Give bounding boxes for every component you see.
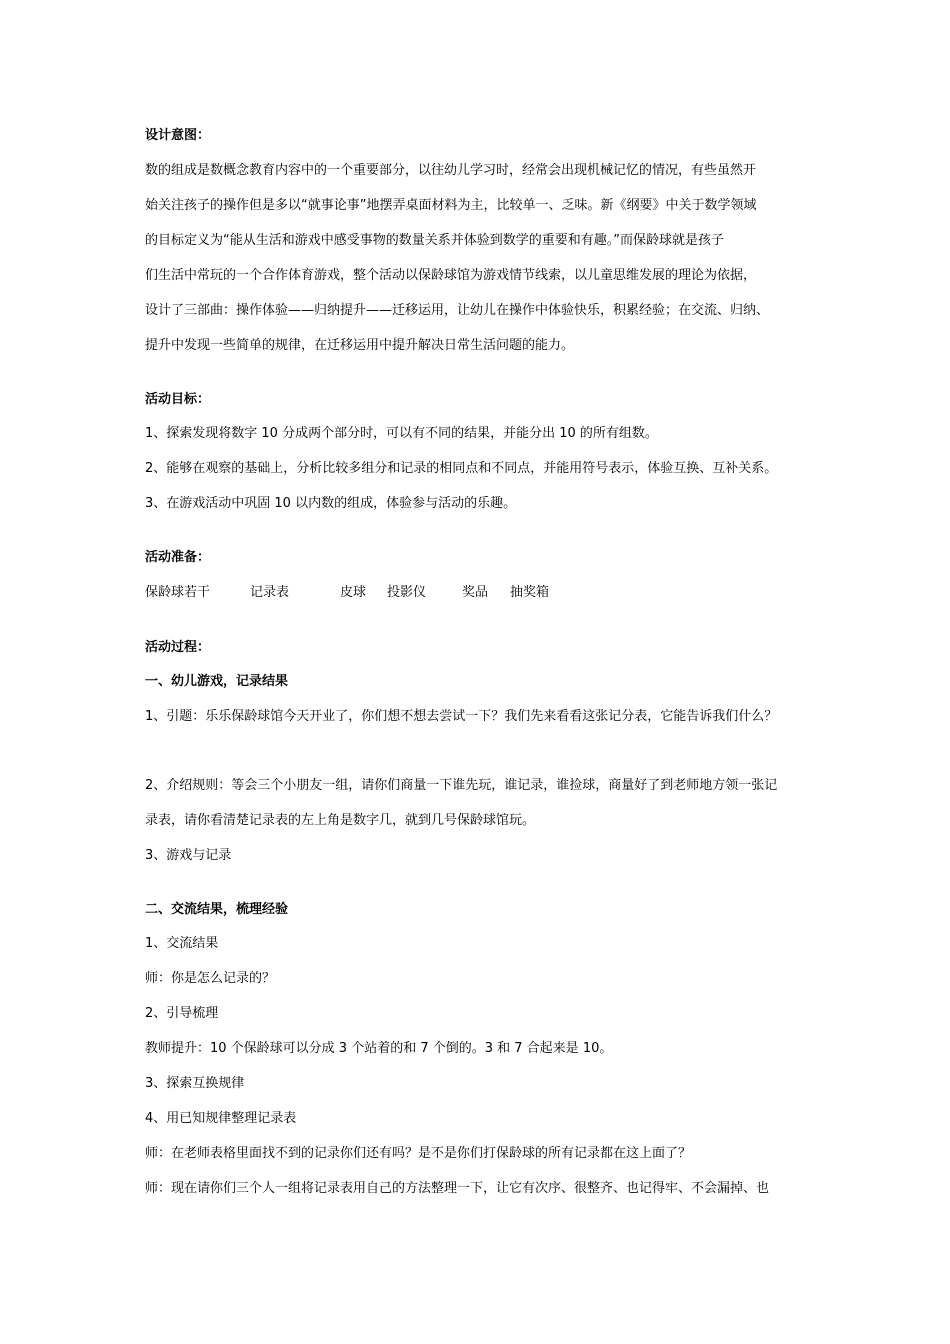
materials-list [145,584,865,601]
process-line: 3、探索互换规律 [145,1076,245,1091]
goal-item: 1、探索发现将数字 10 分成两个部分时，可以有不同的结果，并能分出 10 的所有组数。 [145,426,658,441]
design-intent-line: 数的组成是数概念教育内容中的一个重要部分，以往幼儿学习时，经常会出现机械记忆的情况，有些虽然开 [145,163,757,178]
design-intent-line: 的目标定义为“能从生活和游戏中感受事物的数量关系并体验到数学的重要和有趣。”而保龄球就是孩子 [145,233,724,248]
material-item: 皮球 [340,585,367,600]
process-step: 2、介绍规则：等会三个小朋友一组，请你们商量一下谁先玩，谁记录，谁捡球，商量好了到老师地方领一张记 [145,778,778,793]
design-intent-line: 设计了三部曲：操作体验——归纳提升——迁移运用，让幼儿在操作中体验快乐，积累经验；在交流、归纳、 [145,303,770,318]
process-line: 师：在老师表格里面找不到的记录你们还有吗？是不是你们打保龄球的所有记录都在这上面了？ [145,1146,692,1161]
process-line: 教师提升：10 个保龄球可以分成 3 个站着的和 7 个倒的。3 和 7 合起来是 10。 [145,1041,613,1056]
goals-heading: 活动目标： [145,392,211,407]
goal-item: 3、在游戏活动中巩固 10 以内数的组成，体验参与活动的乐趣。 [145,496,517,511]
material-item: 抽奖箱 [510,585,550,600]
process-line: 2、引导梳理 [145,1006,219,1021]
process-line: 1、交流结果 [145,936,219,951]
goal-item: 2、能够在观察的基础上，分析比较多组分和记录的相同点和不同点，并能用符号表示，体验互换、互补关系。 [145,461,778,476]
process-part2-title: 二、交流结果，梳理经验 [145,902,289,917]
preparation-heading: 活动准备： [145,550,211,565]
process-line: 师：你是怎么记录的？ [145,971,276,986]
process-heading: 活动过程： [145,640,211,655]
design-intent-line: 提升中发现一些简单的规律，在迁移运用中提升解决日常生活问题的能力。 [145,338,575,353]
process-part1-title: 一、幼儿游戏，记录结果 [145,674,289,689]
process-step: 1、引题：乐乐保龄球馆今天开业了，你们想不想去尝试一下？我们先来看看这张记分表，它能告诉我们什么？ [145,709,778,724]
material-item: 奖品 [462,585,489,600]
process-line: 4、用已知规律整理记录表 [145,1111,297,1126]
design-intent-line: 们生活中常玩的一个合作体育游戏，整个活动以保龄球馆为游戏情节线索，以儿童思维发展的理论为依据， [145,268,757,283]
material-item: 记录表 [250,585,290,600]
material-item: 保龄球若干 [145,585,211,600]
design-intent-heading: 设计意图： [145,128,211,143]
material-item: 投影仪 [387,585,427,600]
design-intent-line: 始关注孩子的操作但是多以“就事论事”地摆弄桌面材料为主，比较单一、乏味。新《纲要》中关于数学领域 [145,198,757,213]
process-line: 师：现在请你们三个人一组将记录表用自己的方法整理一下，让它有次序、很整齐、也记得牢、不会漏掉、也 [145,1181,770,1196]
process-step: 3、游戏与记录 [145,848,232,863]
process-step: 录表，请你看清楚记录表的左上角是数字几，就到几号保龄球馆玩。 [145,813,536,828]
